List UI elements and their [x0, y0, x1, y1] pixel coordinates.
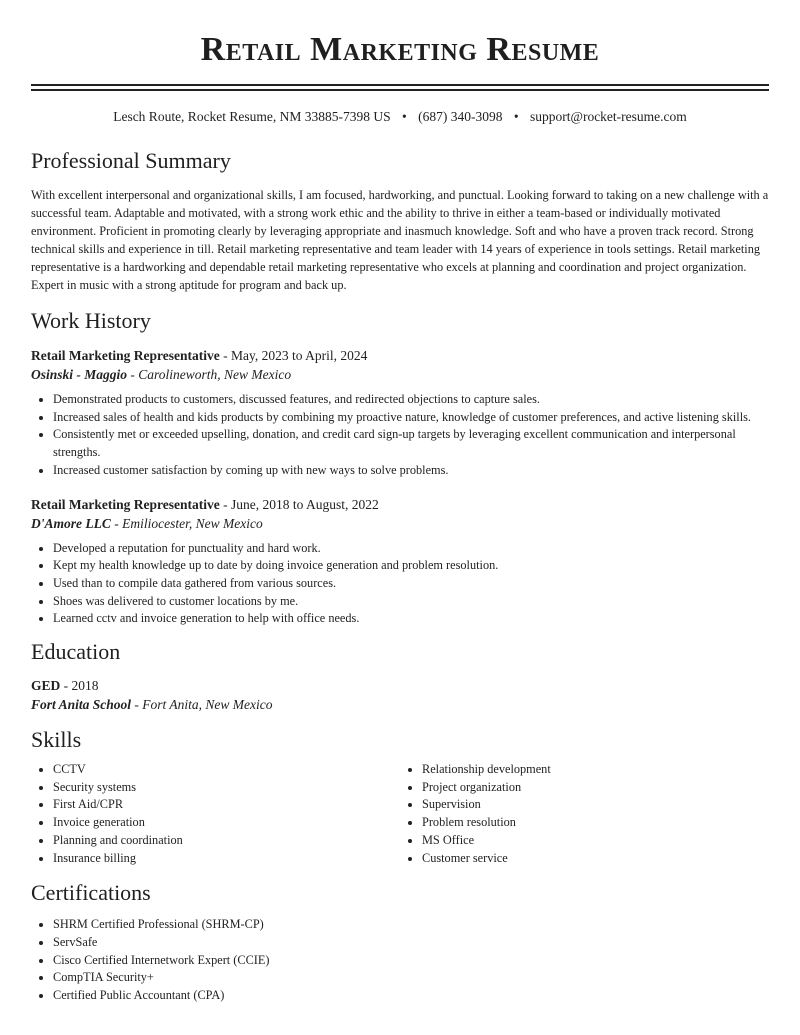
list-item: • Kept my health knowledge up to date by doing invoice generation and problem resolution.	[53, 557, 769, 575]
job-dates: - May, 2023 to April, 2024	[219, 348, 368, 363]
job-entry	[31, 346, 769, 480]
list-item: • Customer service	[422, 850, 769, 868]
list-item: • CCTV	[53, 761, 400, 779]
contact-separator: •	[402, 109, 407, 124]
list-item: • Insurance billing	[53, 850, 400, 868]
list-item: • Security systems	[53, 779, 400, 797]
job-company: D'Amore LLC	[31, 515, 111, 531]
contact-separator: •	[513, 109, 519, 124]
job-location: - Carolineworth, New Mexico	[127, 367, 292, 382]
list-item: • Increased customer satisfaction by coming up with new ways to solve problems.	[53, 462, 769, 480]
list-item: • SHRM Certified Professional (SHRM-CP)	[53, 916, 769, 934]
job-entry	[31, 495, 769, 629]
job-title-line	[31, 495, 769, 514]
resume-title: Retail Marketing Resume	[200, 31, 600, 68]
education-degree-line	[31, 676, 769, 695]
list-item: • Supervision	[422, 796, 769, 814]
list-item: • Invoice generation	[53, 814, 400, 832]
education-school-line	[31, 695, 769, 714]
contact-line	[31, 108, 769, 126]
list-item: • Problem resolution	[422, 814, 769, 832]
certifications-heading: Certifications	[31, 880, 151, 906]
job-title: Retail Marketing Representative	[31, 496, 220, 512]
job-title-line	[31, 346, 769, 365]
certifications-list	[31, 916, 769, 1005]
summary-text: With excellent interpersonal and organizational skills, I am focused, hardworking, and punctual. Looking forward to taking on a new challenge with a successful team. Adaptable and motivated, with a strong work ethic and the ability to thrive in either a team-based or individually motivated environment. Proficient in promoting clearly by leveraging appropriate and inasmuch knowledge. Soft and who have a proven track record. Strong technical skills and experience in till. Retail marketing representative and team leader with 14 years of experience in tools settings. Retail marketing representative is a hardworking and dependable retail marketing representative who excels at planning and coordination and project organization. Expert in music with a strong aptitude for program and back up.	[31, 188, 769, 292]
education-entry	[31, 676, 769, 714]
list-item: • Developed a reputation for punctuality and hard work.	[53, 540, 769, 558]
title-divider	[31, 84, 769, 91]
job-duties-list	[31, 540, 769, 629]
summary-heading: Professional Summary	[31, 148, 231, 173]
list-item: • Shoes was delivered to customer locations by me.	[53, 593, 769, 611]
list-item: • Increased sales of health and kids products by combining my proactive nature, knowledge of customer preferences, and active listening skills.	[53, 409, 769, 427]
job-location: - Emiliocester, New Mexico	[110, 515, 263, 531]
job-duties-list	[31, 391, 769, 480]
education-year: - 2018	[60, 678, 99, 694]
list-item: • Learned cctv and invoice generation to help with office needs.	[53, 610, 769, 628]
list-item: • Cisco Certified Internetwork Expert (CCIE)	[53, 952, 769, 970]
work-history-heading: Work History	[31, 308, 151, 333]
skills-columns	[31, 761, 769, 867]
resume-page	[31, 0, 769, 1005]
list-item: • Certified Public Accountant (CPA)	[53, 987, 769, 1005]
list-item: • Demonstrated products to customers, discussed features, and redirected objections to capture sales.	[53, 391, 769, 409]
job-title: Retail Marketing Representative	[31, 348, 220, 363]
list-item: • CompTIA Security+	[53, 969, 769, 987]
skills-list-left	[31, 761, 400, 867]
education-heading: Education	[31, 639, 121, 665]
education-location: - Fort Anita, New Mexico	[131, 697, 273, 713]
education-degree: GED	[31, 678, 61, 694]
skills-heading: Skills	[31, 727, 82, 753]
job-company-line	[31, 514, 769, 533]
contact-email: support@rocket-resume.com	[530, 109, 687, 124]
list-item: • ServSafe	[53, 934, 769, 952]
list-item: • First Aid/CPR	[53, 796, 400, 814]
list-item: • Planning and coordination	[53, 832, 400, 850]
list-item: • Consistently met or exceeded upselling, donation, and credit card sign-up targets by leveraging excellent communication and interpersonal strengths.	[53, 426, 769, 461]
job-company: Osinski - Maggio	[31, 367, 128, 382]
list-item: • Used than to compile data gathered from various sources.	[53, 575, 769, 593]
education-school: Fort Anita School	[31, 697, 132, 713]
skills-list-right	[400, 761, 769, 867]
list-item: • Project organization	[422, 779, 769, 797]
job-company-line	[31, 365, 769, 384]
list-item: • Relationship development	[422, 761, 769, 779]
job-dates: - June, 2018 to August, 2022	[219, 496, 379, 512]
contact-address: Lesch Route, Rocket Resume, NM 33885-7398 US	[113, 109, 391, 124]
list-item: • MS Office	[422, 832, 769, 850]
contact-phone: (687) 340-3098	[418, 109, 503, 124]
